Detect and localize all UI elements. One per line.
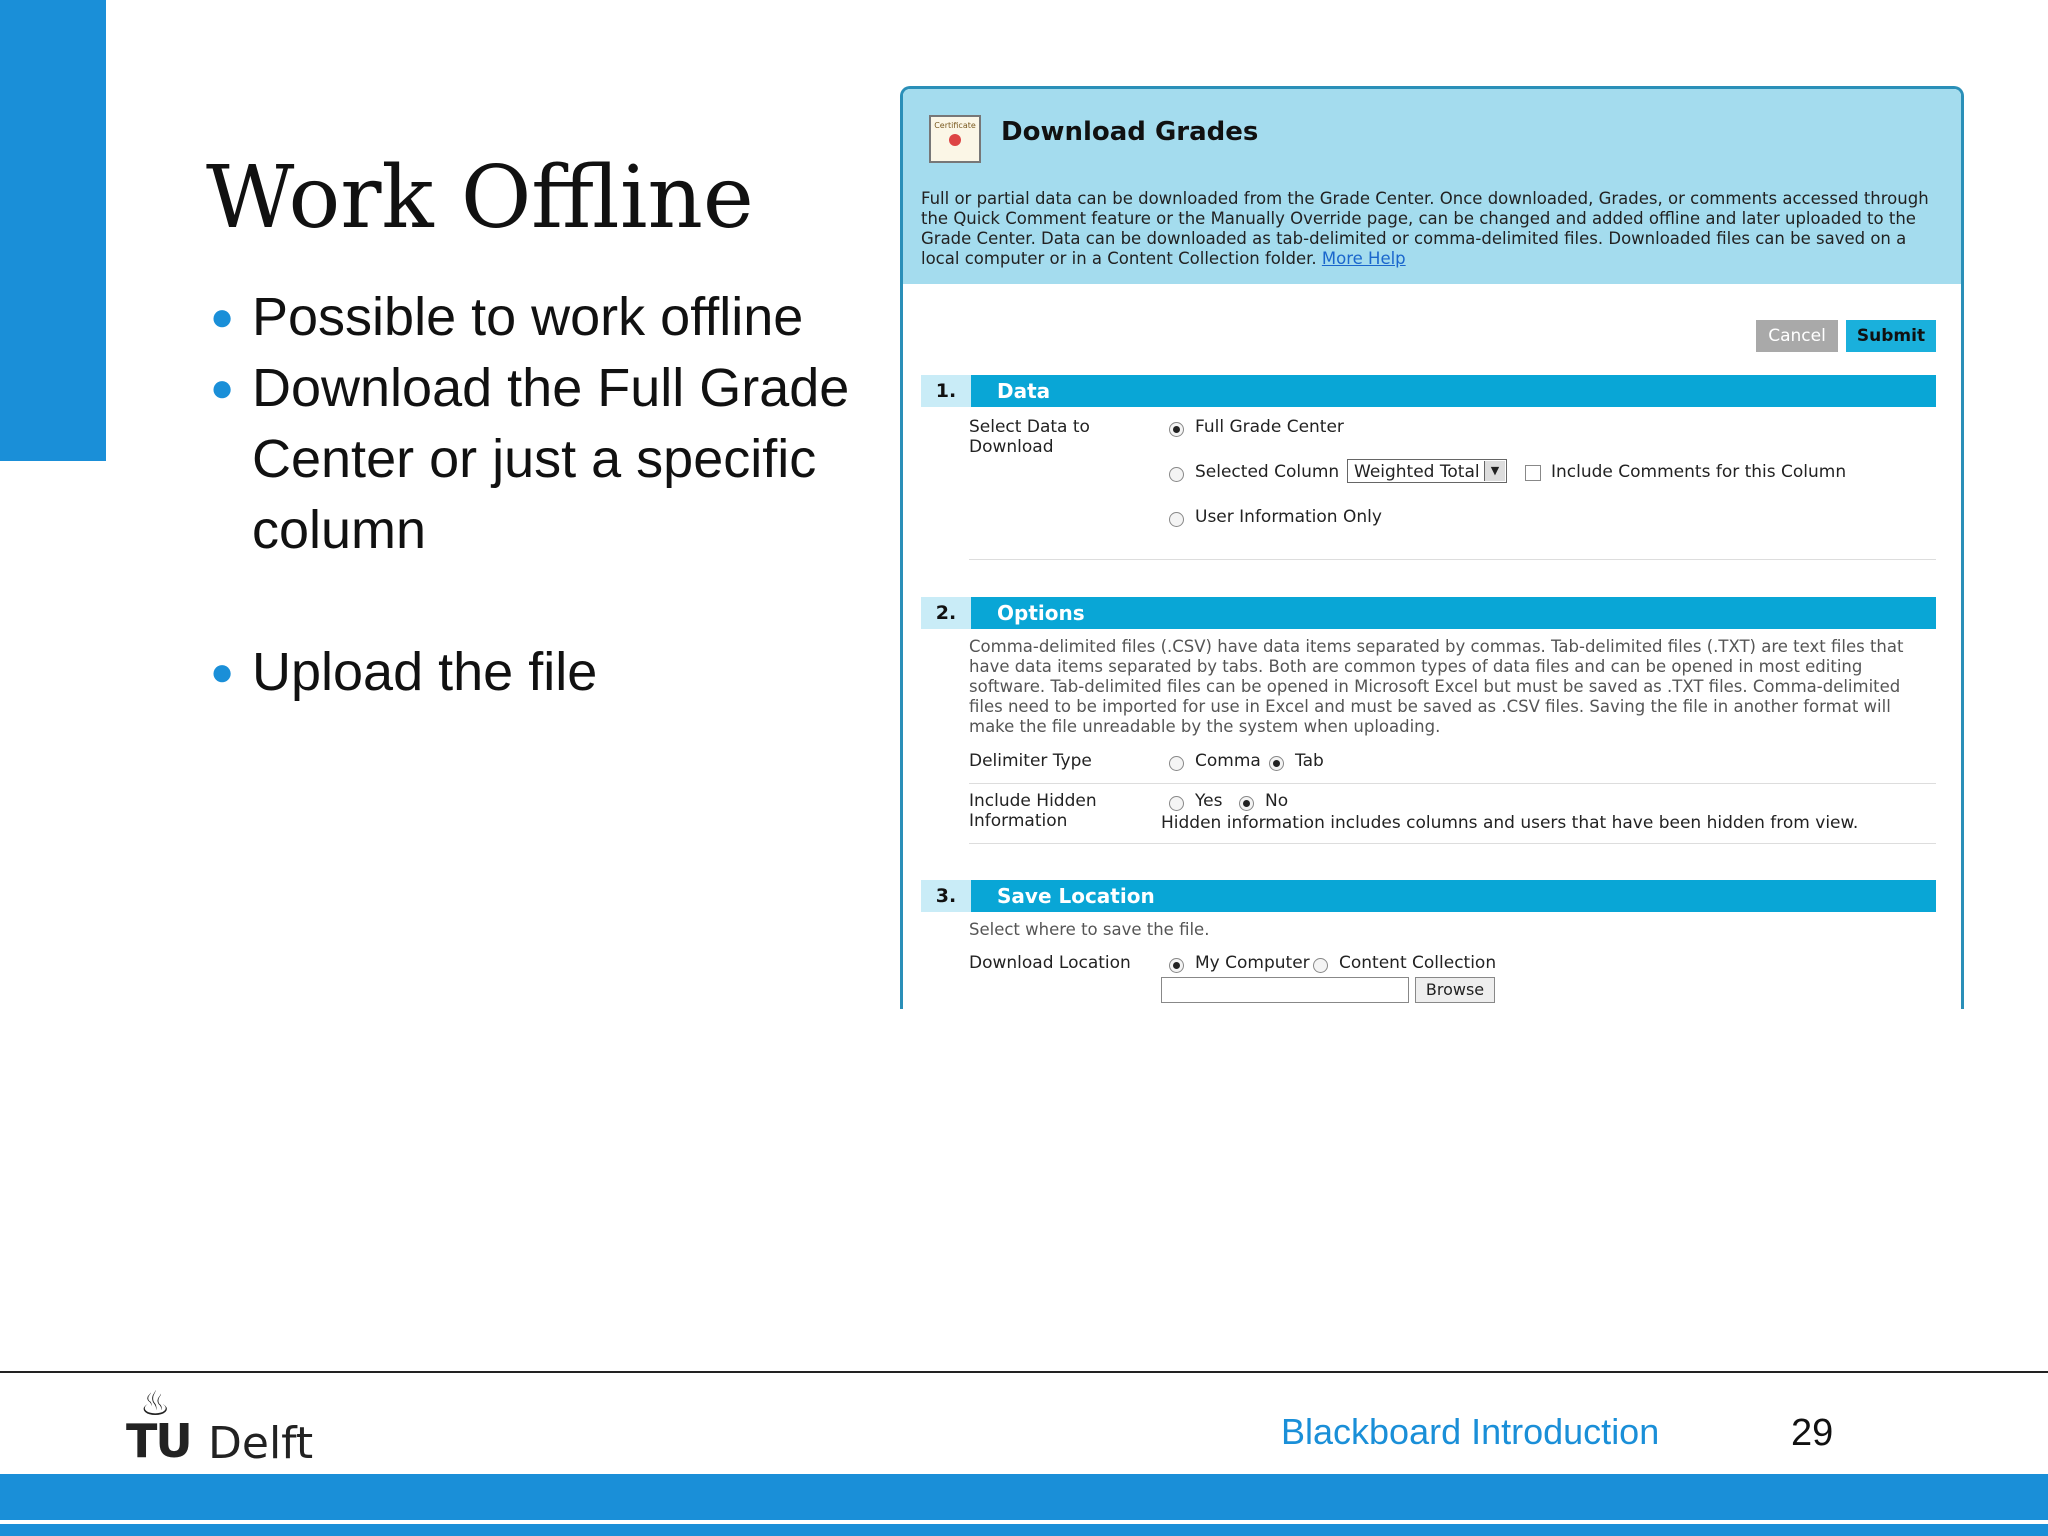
bullet-dot-icon: ● (210, 366, 235, 410)
full-grade-center-radio[interactable] (1169, 422, 1184, 437)
bullet-item (206, 353, 906, 566)
footer-divider (0, 1371, 2048, 1373)
hidden-no-radio[interactable] (1239, 796, 1254, 811)
logo-delft: Delft (208, 1418, 314, 1469)
chevron-down-icon[interactable]: ▼ (1484, 461, 1505, 481)
include-comments-label: Include Comments for this Column (1551, 462, 1847, 482)
selected-column-radio[interactable] (1169, 467, 1184, 482)
download-grades-screenshot (900, 86, 1964, 1009)
hidden-yes-label: Yes (1195, 791, 1223, 811)
bullet-item (206, 637, 906, 708)
user-information-radio[interactable] (1169, 512, 1184, 527)
footer-caption: Blackboard Introduction (1281, 1411, 1660, 1452)
bullet-text: Download the Full Grade Center or just a specific column (252, 358, 850, 560)
logo-tu-text: TU (126, 1414, 191, 1468)
dialog-description (921, 189, 1941, 269)
logo-tu (126, 1414, 191, 1468)
bottom-band-thin (0, 1524, 2048, 1536)
my-computer-label: My Computer (1195, 953, 1310, 973)
file-path-input[interactable] (1161, 977, 1409, 1003)
selected-column-label: Selected Column (1195, 462, 1340, 482)
include-comments-checkbox[interactable] (1525, 465, 1541, 481)
dialog-header (903, 89, 1961, 284)
bullet-dot-icon: ● (210, 295, 235, 339)
section-number: 3. (921, 880, 971, 912)
submit-button[interactable]: Submit (1846, 320, 1936, 352)
user-information-label: User Information Only (1195, 507, 1382, 527)
dialog-title: Download Grades (1001, 117, 1259, 147)
column-select-value: Weighted Total (1354, 462, 1480, 482)
divider (969, 559, 1936, 560)
bottom-band (0, 1474, 2048, 1520)
divider (969, 843, 1936, 844)
content-collection-label: Content Collection (1339, 953, 1497, 973)
bullet-text: Possible to work offline (252, 287, 804, 347)
dialog-description-text: Full or partial data can be downloaded from the Grade Center. Once downloaded, Grades, or comments accessed through the Quick Comment feature or the Manually Override page, can be changed and added offline and later uploaded to the Grade Center. Data can be downloaded as tab-delimited or comma-delimited files. Downloaded files can be saved on a local computer or in a Content Collection folder. (921, 189, 1929, 268)
more-help-link[interactable]: More Help (1321, 249, 1406, 268)
cancel-button[interactable]: Cancel (1756, 320, 1838, 352)
divider (969, 783, 1936, 784)
section-header-options (921, 597, 1936, 629)
tudelft-logo (126, 1384, 336, 1469)
seal-icon (949, 134, 961, 146)
flame-icon: ♨ (140, 1385, 171, 1423)
download-location-label: Download Location (969, 953, 1131, 973)
comma-radio[interactable] (1169, 756, 1184, 771)
comma-label: Comma (1195, 751, 1261, 771)
hidden-info-note: Hidden information includes columns and users that have been hidden from view. (1161, 813, 1859, 833)
side-accent-bar (0, 0, 106, 461)
select-data-label: Select Data to Download (969, 417, 1090, 457)
my-computer-radio[interactable] (1169, 958, 1184, 973)
bullet-item (206, 282, 906, 353)
tab-label: Tab (1295, 751, 1324, 771)
certificate-icon (929, 115, 981, 163)
bullet-text: Upload the file (252, 642, 598, 702)
bullet-dot-icon: ● (210, 650, 235, 694)
section-number: 1. (921, 375, 971, 407)
options-note: Comma-delimited files (.CSV) have data items separated by commas. Tab-delimited files (.TXT) are text files that have data items separated by tabs. Both are common types of data files and can be opened in most editing software. Tab-delimited files can be opened in Microsoft Excel but must be saved as .TXT files. Comma-delimited files need to be imported for use in Excel and must be saved as .CSV files. Saving the file in another format will make the file unreadable by the system when uploading. (969, 637, 1904, 736)
bullet-list (206, 282, 906, 708)
browse-button[interactable]: Browse (1415, 977, 1495, 1003)
full-grade-center-label: Full Grade Center (1195, 417, 1344, 437)
section-number: 2. (921, 597, 971, 629)
section-header-data (921, 375, 1936, 407)
hidden-no-label: No (1265, 791, 1289, 811)
content-collection-radio[interactable] (1313, 958, 1328, 973)
section-label: Data (997, 379, 1051, 403)
column-select[interactable] (1347, 459, 1507, 483)
section-header-save-location (921, 880, 1936, 912)
save-location-note: Select where to save the file. (969, 920, 1210, 939)
section-label: Save Location (997, 884, 1155, 908)
page-number: 29 (1791, 1412, 1834, 1454)
delimiter-type-label: Delimiter Type (969, 751, 1092, 771)
include-hidden-label: Include Hidden Information (969, 791, 1097, 831)
certificate-icon-text: Certificate (934, 121, 976, 130)
tab-radio[interactable] (1269, 756, 1284, 771)
hidden-yes-radio[interactable] (1169, 796, 1184, 811)
section-label: Options (997, 601, 1085, 625)
slide-title: Work Offline (206, 148, 754, 248)
